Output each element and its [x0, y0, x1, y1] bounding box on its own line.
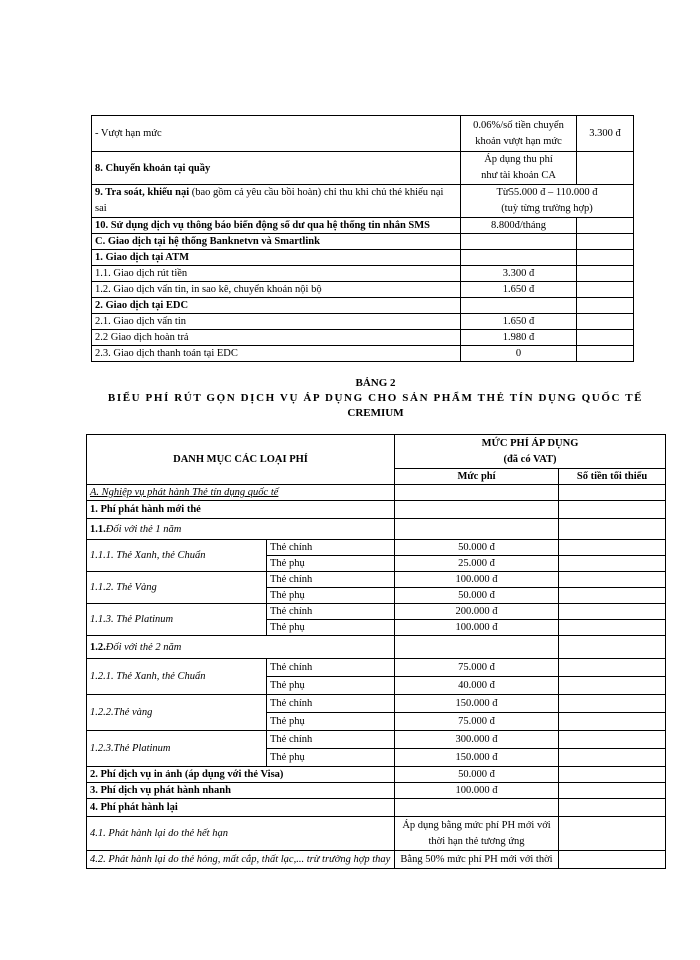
card-type: 1.2.3.Thẻ Platinum: [87, 731, 267, 767]
card-kind: Thẻ chính: [267, 731, 395, 749]
card-kind: Thẻ chính: [267, 604, 395, 620]
section-heading: A. Nghiệp vụ phát hành Thẻ tín dụng quốc tế: [87, 485, 395, 501]
table-row: [92, 250, 634, 266]
card-kind: Thẻ chính: [267, 540, 395, 556]
table-row: [87, 485, 666, 501]
fee-name: 2. Phí dịch vụ in ảnh (áp dụng với thẻ Visa): [87, 767, 395, 783]
table-row: [92, 152, 634, 185]
table-row: [92, 116, 634, 152]
section-heading: 1. Giao dịch tại ATM: [92, 250, 461, 266]
card-kind: Thẻ phụ: [267, 588, 395, 604]
table-row: [87, 659, 666, 677]
card-kind: Thẻ phụ: [267, 713, 395, 731]
table-row: [87, 572, 666, 588]
fee-value: 50.000 đ: [395, 767, 559, 783]
fee-value: 25.000 đ: [395, 556, 559, 572]
fee-value: 50.000 đ: [395, 540, 559, 556]
table-row: [92, 234, 634, 250]
fee-value: 0.06%/số tiền chuyển khoản vượt hạn mức: [461, 116, 577, 152]
fee-value: 8.800đ/tháng: [461, 218, 577, 234]
fee-value: 100.000 đ: [395, 620, 559, 636]
card-type: 1.1.3. Thẻ Platinum: [87, 604, 267, 636]
fee-name: 9. Tra soát, khiếu nại (bao gồm cả yêu cầu bồi hoàn) chỉ thu khi chủ thẻ khiếu nại sai: [92, 185, 461, 218]
table-title-line: BIỂU PHÍ RÚT GỌN DỊCH VỤ ÁP DỤNG CHO SẢN PHẨM THẺ TÍN DỤNG QUỐC TẾ: [107, 392, 644, 404]
fee-value: 0: [461, 346, 577, 362]
card-kind: Thẻ chính: [267, 572, 395, 588]
section-heading: 1. Phí phát hành mới thẻ: [87, 501, 395, 519]
fee-value: 150.000 đ: [395, 695, 559, 713]
fee-value: 200.000 đ: [395, 604, 559, 620]
fee-name: 2.3. Giao dịch thanh toán tại EDC: [92, 346, 461, 362]
fee-name: 2.2 Giao dịch hoàn trả: [92, 330, 461, 346]
fee-value: Bằng 50% mức phí PH mới với thời: [395, 851, 559, 869]
table-row: [92, 282, 634, 298]
table-row: [92, 218, 634, 234]
table-row: [92, 346, 634, 362]
section-heading: 2. Giao dịch tại EDC: [92, 298, 461, 314]
subsection-heading: 1.2.Đối với thẻ 2 năm: [87, 636, 395, 659]
fee-value: 50.000 đ: [395, 588, 559, 604]
fee-value: 150.000 đ: [395, 749, 559, 767]
fee-value: 75.000 đ: [395, 713, 559, 731]
card-kind: Thẻ phụ: [267, 749, 395, 767]
table-row: [92, 266, 634, 282]
table-row: [87, 636, 666, 659]
fee-table-continued: [91, 115, 634, 362]
table-row: [87, 783, 666, 799]
table-row: [87, 767, 666, 783]
fee-schedule-table: [86, 434, 666, 869]
table-number: BẢNG 2: [355, 377, 396, 389]
fee-value: 100.000 đ: [395, 572, 559, 588]
table-row: [92, 185, 634, 218]
card-type: 1.2.1. Thẻ Xanh, thẻ Chuẩn: [87, 659, 267, 695]
table-row: [87, 799, 666, 817]
card-kind: Thẻ phụ: [267, 556, 395, 572]
fee-value: 1.650 đ: [461, 282, 577, 298]
table-row: [87, 817, 666, 851]
card-kind: Thẻ phụ: [267, 620, 395, 636]
card-kind: Thẻ chính: [267, 695, 395, 713]
table-title-line: CREMIUM: [347, 407, 404, 419]
subsection-heading: 1.1.Đối với thẻ 1 năm: [87, 519, 395, 540]
table-row: [87, 731, 666, 749]
section-heading: 4. Phí phát hành lại: [87, 799, 395, 817]
table-row: [87, 695, 666, 713]
table-row: [92, 314, 634, 330]
fee-name: 4.2. Phát hành lại do thẻ hỏng, mất cắp, thất lạc,... trừ trường hợp thay: [87, 851, 395, 869]
fee-name: 2.1. Giao dịch vấn tin: [92, 314, 461, 330]
table-row: [87, 851, 666, 869]
fee-name: - Vượt hạn mức: [92, 116, 461, 152]
applied-fee-header: MỨC PHÍ ÁP DỤNG (đã có VAT): [395, 435, 666, 469]
fee-value: 1.650 đ: [461, 314, 577, 330]
card-kind: Thẻ phụ: [267, 677, 395, 695]
fee-value: 100.000 đ: [395, 783, 559, 799]
fee-name: 1.2. Giao dịch vấn tin, in sao kê, chuyển khoản nội bộ: [92, 282, 461, 298]
fee-name: 3. Phí dịch vụ phát hành nhanh: [87, 783, 395, 799]
fee-value: 75.000 đ: [395, 659, 559, 677]
table-row: [87, 519, 666, 540]
table-row: [87, 540, 666, 556]
card-type: 1.1.1. Thẻ Xanh, thẻ Chuẩn: [87, 540, 267, 572]
fee-value: Áp dụng bằng mức phí PH mới với thời hạn thẻ tương ứng: [395, 817, 559, 851]
card-type: 1.2.2.Thẻ vàng: [87, 695, 267, 731]
table-row: [92, 330, 634, 346]
fee-value: 300.000 đ: [395, 731, 559, 749]
fee-value: 1.980 đ: [461, 330, 577, 346]
card-type: 1.1.2. Thẻ Vàng: [87, 572, 267, 604]
card-kind: Thẻ chính: [267, 659, 395, 677]
fee-value: 3.300 đ: [461, 266, 577, 282]
table-row: [87, 604, 666, 620]
category-header: DANH MỤC CÁC LOẠI PHÍ: [87, 435, 395, 485]
min-header: Số tiền tối thiểu: [559, 469, 666, 485]
fee-name: 1.1. Giao dịch rút tiền: [92, 266, 461, 282]
fee-value: Từ55.000 đ – 110.000 đ (tuỳ từng trường hợp): [461, 185, 634, 218]
table-row: [87, 501, 666, 519]
fee-name: 10. Sử dụng dịch vụ thông báo biến động số dư qua hệ thống tin nhắn SMS: [92, 218, 461, 234]
header-row: [87, 435, 666, 469]
fee-header: Mức phí: [395, 469, 559, 485]
fee-value: 40.000 đ: [395, 677, 559, 695]
section-heading: C. Giao dịch tại hệ thống Banknetvn và Smartlink: [92, 234, 461, 250]
fee-name: 8. Chuyển khoản tại quầy: [92, 152, 461, 185]
fee-name: 4.1. Phát hành lại do thẻ hết hạn: [87, 817, 395, 851]
fee-value: Áp dụng thu phí như tài khoản CA: [461, 152, 577, 185]
table-row: [92, 298, 634, 314]
min-value: 3.300 đ: [577, 116, 634, 152]
